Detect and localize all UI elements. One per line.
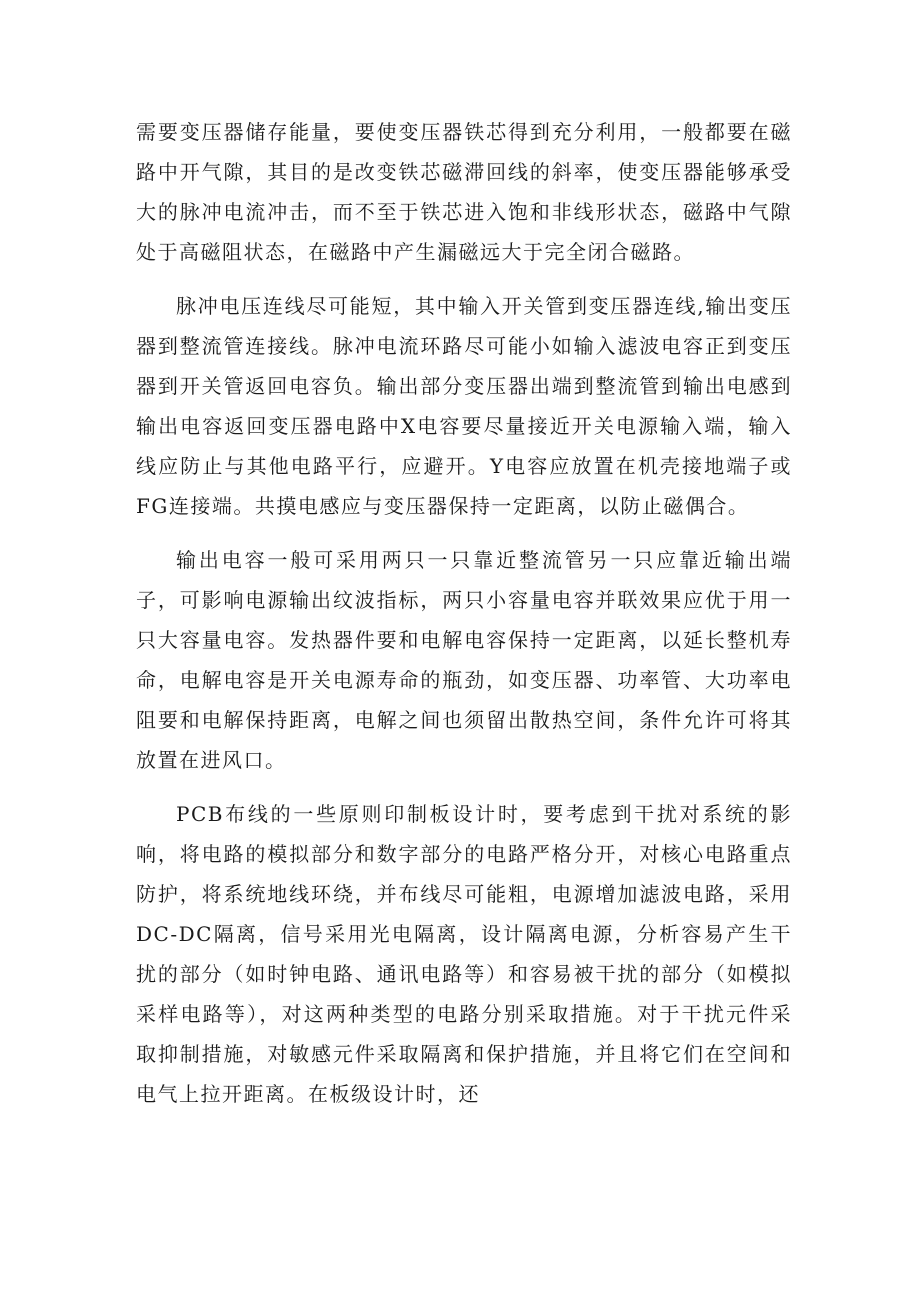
paragraph-1: 需要变压器储存能量，要使变压器铁芯得到充分利用，一般都要在磁路中开气隙，其目的是改变铁芯磁滞回线的斜率，使变压器能够承受大的脉冲电流冲击，而不至于铁芯进入饱和非线形状态，磁路中气隙处于高磁阻状态，在磁路中产生漏磁远大于完全闭合磁路。 — [136, 120, 792, 264]
paragraph-2: 脉冲电压连线尽可能短，其中输入开关管到变压器连线,输出变压器到整流管连接线。脉冲电流环路尽可能小如输入滤波电容正到变压器到开关管返回电容负。输出部分变压器出端到整流管到输出电感到输出电容返回变压器电路中X电容要尽量接近开关电源输入端，输入线应防止与其他电路平行，应避开。Y电容应放置在机壳接地端子或FG连接端。共摸电感应与变压器保持一定距离，以防止磁偶合。 — [136, 294, 792, 518]
paragraph-4: PCB布线的一些原则印制板设计时，要考虑到干扰对系统的影响，将电路的模拟部分和数字部分的电路严格分开，对核心电路重点防护，将系统地线环绕，并布线尽可能粗，电源增加滤波电路，采用DC-DC隔离，信号采用光电隔离，设计隔离电源，分析容易产生干扰的部分（如时钟电路、通讯电路等）和容易被干扰的部分（如模拟采样电路等），对这两种类型的电路分别采取措施。对于干扰元件采取抑制措施，对敏感元件采取隔离和保护措施，并且将它们在空间和电气上拉开距离。在板级设计时，还 — [136, 802, 792, 1106]
paragraph-3: 输出电容一般可采用两只一只靠近整流管另一只应靠近输出端子，可影响电源输出纹波指标，两只小容量电容并联效果应优于用一只大容量电容。发热器件要和电解电容保持一定距离，以延长整机寿命，电解电容是开关电源寿命的瓶劲，如变压器、功率管、大功率电阻要和电解保持距离，电解之间也须留出散热空间，条件允许可将其放置在进风口。 — [136, 548, 792, 772]
body-text — [136, 112, 792, 1114]
